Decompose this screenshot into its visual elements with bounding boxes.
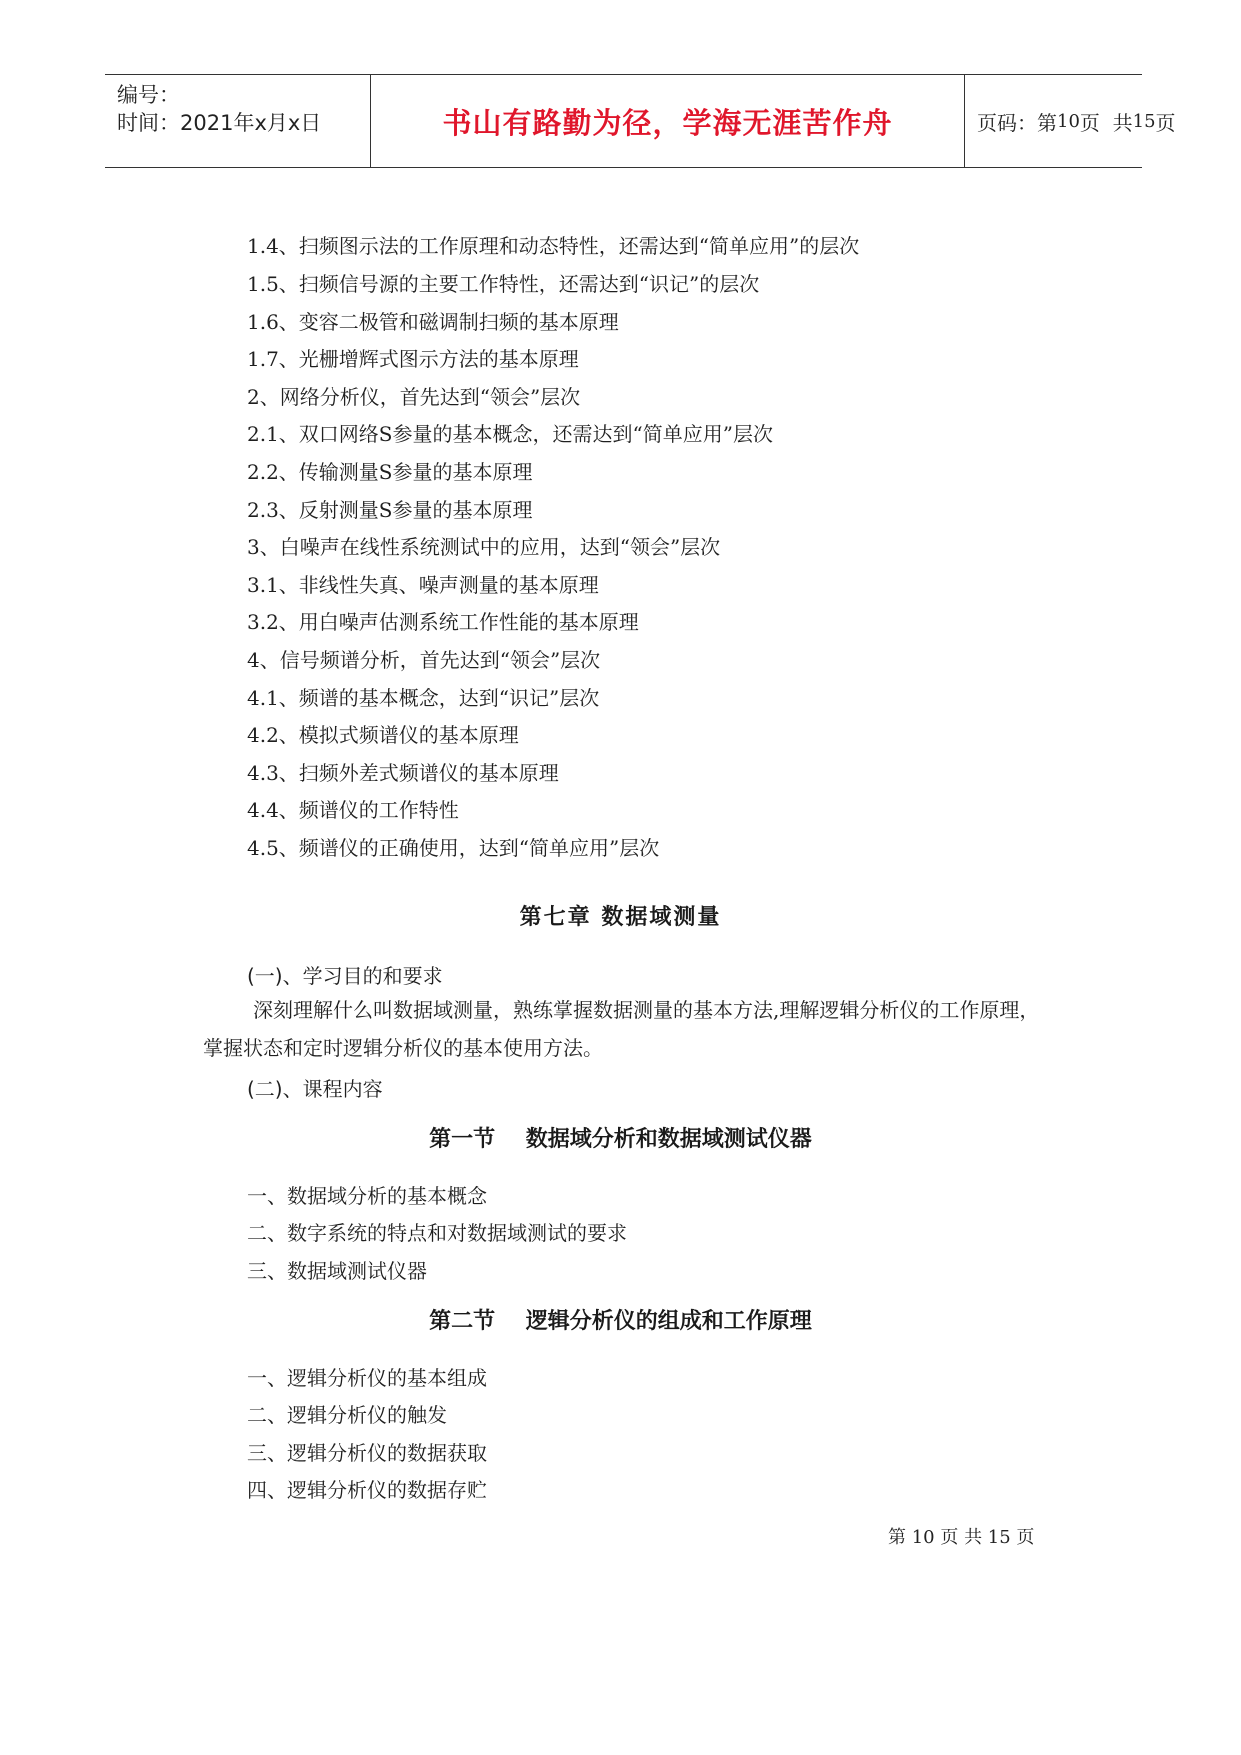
list-item: 1.6、变容二极管和磁调制扫频的基本原理 (247, 310, 619, 334)
list-item: 4.3、扫频外差式频谱仪的基本原理 (247, 761, 559, 785)
list-item: 4.1、频谱的基本概念，达到“识记”层次 (247, 686, 600, 710)
list-item: 3、白噪声在线性系统测试中的应用，达到“领会”层次 (247, 535, 721, 559)
content-heading: (二)、课程内容 (247, 1077, 383, 1101)
list-item: 二、逻辑分析仪的触发 (247, 1403, 447, 1427)
list-item: 一、数据域分析的基本概念 (247, 1184, 487, 1208)
header-motto: 书山有路勤为径，学海无涯苦作舟 (370, 75, 965, 167)
list-item: 四、逻辑分析仪的数据存贮 (247, 1478, 487, 1502)
list-item: 二、数字系统的特点和对数据域测试的要求 (247, 1221, 627, 1245)
list-item: 三、数据域测试仪器 (247, 1259, 427, 1283)
chapter-title: 第七章 数据域测量 (519, 904, 722, 930)
page-total: 15 (1132, 110, 1156, 132)
header-meta (117, 75, 372, 167)
list-item: 4、信号频谱分析，首先达到“领会”层次 (247, 648, 601, 672)
section-1-title: 第一节 数据域分析和数据域测试仪器 (429, 1127, 812, 1152)
list-item: 2.1、双口网络S参量的基本概念，还需达到“简单应用”层次 (247, 422, 773, 446)
page-current: 10 (1057, 110, 1080, 132)
list-item: 3.1、非线性失真、噪声测量的基本原理 (247, 573, 599, 597)
section-2-title: 第二节 逻辑分析仪的组成和工作原理 (429, 1309, 812, 1334)
list-item: 4.2、模拟式频谱仪的基本原理 (247, 723, 519, 747)
goals-heading: (一)、学习目的和要求 (247, 964, 443, 988)
time-label: 时间：2021年x月x日 (117, 111, 322, 135)
list-item: 3.2、用白噪声估测系统工作性能的基本原理 (247, 610, 639, 634)
list-item: 4.5、频谱仪的正确使用，达到“简单应用”层次 (247, 836, 660, 860)
list-item: 4.4、频谱仪的工作特性 (247, 798, 459, 822)
list-item: 三、逻辑分析仪的数据获取 (247, 1441, 487, 1465)
serial-label: 编号： (117, 83, 180, 107)
list-item: 2、网络分析仪，首先达到“领会”层次 (247, 385, 581, 409)
page-middle: 页 共 (1079, 110, 1133, 135)
page-footer: 第 10 页 共 15 页 (888, 1527, 1035, 1548)
page-prefix: 页码：第 (977, 110, 1057, 135)
list-item: 1.5、扫频信号源的主要工作特性，还需达到“识记”的层次 (247, 272, 760, 296)
list-item: 1.7、光栅增辉式图示方法的基本原理 (247, 347, 579, 371)
list-item: 2.3、反射测量S参量的基本原理 (247, 498, 533, 522)
page-header (105, 74, 1176, 168)
list-item: 1.4、扫频图示法的工作原理和动态特性，还需达到“简单应用”的层次 (247, 234, 860, 258)
list-item: 2.2、传输测量S参量的基本原理 (247, 460, 533, 484)
goals-paragraph: 深刻理解什么叫数据域测量，熟练掌握数据测量的基本方法,理解逻辑分析仪的工作原理，掌握状态和定时逻辑分析仪的基本使用方法。 (203, 998, 1040, 1060)
page-suffix: 页 (1155, 110, 1176, 135)
header-page-number (965, 75, 1176, 167)
list-item: 一、逻辑分析仪的基本组成 (247, 1366, 487, 1390)
